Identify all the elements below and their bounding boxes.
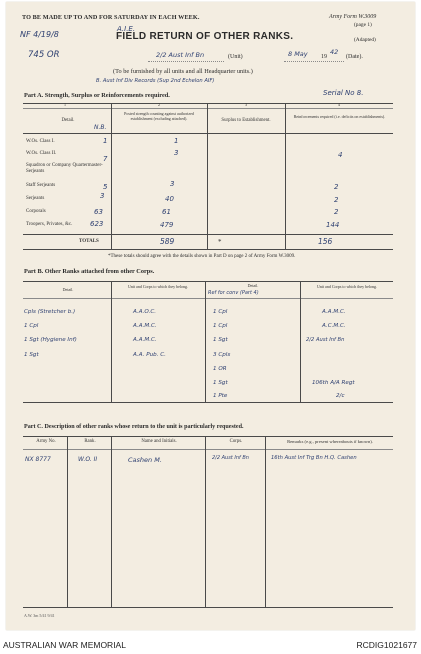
row-cqms-reinforcements: 4 [338, 151, 343, 159]
part-b-left-corps-2: A.A.M.C. [133, 323, 157, 329]
part-a-title: Part A. Strength, Surplus or Reinforcements required. [24, 92, 170, 99]
part-a-header-rule [23, 133, 393, 134]
part-c-remarks-1: 16th Aust Inf Trg Bn H.Q. Cashen [271, 455, 357, 461]
row-sgt-establishment: 3 [100, 192, 105, 200]
part-b-bottom-rule [23, 402, 393, 403]
totals-label: TOTALS [79, 239, 99, 244]
row-wo1-establishment: 1 [103, 137, 108, 145]
part-a-col-divider-2 [207, 103, 208, 249]
totals-posted: 589 [160, 237, 175, 246]
part-b-right-detail-3: 1 Sgt [213, 337, 228, 343]
part-c-header-remarks: Remarks (e.g., present whereabouts if known). [287, 439, 373, 444]
archive-footer [0, 636, 421, 654]
part-c-army-no-1: NX 8777 [25, 456, 51, 463]
part-c-col-divider-3 [205, 436, 206, 607]
handwritten-initials: A.I.E. [117, 25, 136, 33]
archive-name: AUSTRALIAN WAR MEMORIAL [3, 640, 126, 650]
part-b-top-rule [23, 281, 393, 282]
part-b-left-corps-4: A.A. Pub. C. [133, 352, 166, 358]
unit-underline [148, 61, 224, 62]
part-b-right-corps-1: A.A.M.C. [322, 309, 346, 315]
handwritten-ref-top: NF 4/19/8 [20, 30, 59, 39]
row-staff-sgt-establishment: 5 [103, 183, 108, 191]
archive-id: RCDIG1021677 [356, 640, 417, 650]
part-c-header-corps: Corps. [229, 439, 243, 444]
year-prefix: 19 [321, 54, 327, 60]
part-b-right-detail-5: 1 OR [213, 366, 227, 372]
part-b-right-detail-1: 1 Cpl [213, 309, 228, 315]
part-a-body-rule [23, 234, 393, 235]
handwritten-serial: Serial No 8. [323, 89, 364, 97]
part-b-left-corps-1: A.A.O.C. [133, 309, 157, 315]
part-c-title: Part C. Description of other ranks whose return to the unit is particularly requested. [24, 424, 244, 430]
part-b-right-detail-4: 3 Cpls [213, 352, 231, 358]
row-cpl-reinforcements: 2 [334, 208, 339, 216]
form-notice: TO BE MADE UP TO AND FOR SATURDAY IN EACH WEEK. [22, 14, 200, 21]
part-b-title: Part B. Other Ranks attached from other Corps. [24, 268, 155, 275]
row-wo1-posted: 1 [174, 137, 179, 145]
part-a-header-reinforcements: Reinforcements required (i.e. deficits on establishments). [293, 114, 386, 119]
part-c-corps-1: 2/2 Aust Inf Bn [212, 455, 249, 461]
part-b-right-corps-2: A.C.M.C. [322, 323, 346, 329]
part-b-right-detail-7: 1 Pte [213, 393, 228, 399]
part-c-header-name: Name and Initials. [141, 439, 177, 444]
army-form-number: Army Form W.3009 [329, 14, 377, 20]
part-a-colnum-1: 1 [64, 102, 66, 107]
part-b-right-corps-3: 2/2 Aust Inf Bn [306, 337, 345, 343]
part-b-col-divider-3 [300, 281, 301, 402]
part-a-colnum-3: 3 [245, 102, 247, 107]
part-a-colnum-2: 2 [158, 102, 160, 107]
totals-reinforcements: 156 [318, 237, 333, 246]
row-pte-reinforcements: 144 [326, 221, 340, 229]
unit-label: (Unit) [228, 54, 243, 60]
handwritten-date-day: 8 May [288, 50, 308, 58]
row-label-pte: Troopers, Privates, &c. [26, 222, 73, 227]
row-cpl-posted: 61 [162, 208, 171, 216]
totals-surplus: * [218, 238, 222, 246]
handwritten-ref-number: 745 OR [28, 50, 60, 60]
part-a-col-divider-1 [111, 103, 112, 249]
part-b-right-detail-2: 1 Cpl [213, 323, 228, 329]
form-title: FIELD RETURN OF OTHER RANKS. [116, 31, 294, 42]
row-cpl-establishment: 63 [94, 208, 103, 216]
part-b-right-detail-note: Ref for conv (Part 4) [208, 290, 259, 296]
date-label: (Date). [346, 54, 363, 60]
handwritten-unit: 2/2 Aust Inf Bn [156, 51, 205, 59]
part-c-col-divider-2 [111, 436, 112, 607]
row-wo2-posted: 3 [174, 149, 179, 157]
form-page: (page 1) [354, 22, 372, 28]
row-label-staff-sgt: Staff Serjeants [26, 183, 56, 188]
part-a-footnote: *These totals should agree with the details shown in Part D on page 2 of Army Form W.3009. [108, 254, 296, 259]
part-a-header-posted: Posted strength counting against authorized establishment (excluding attached). [124, 111, 194, 121]
part-b-header-corps-right: Unit and Corps to which they belong. [316, 284, 378, 289]
part-a-col-divider-3 [285, 103, 286, 249]
handwritten-subline: B. Aust Inf Div Records (Sup 2nd Echelon AIF) [96, 78, 215, 84]
part-b-left-detail-2: 1 Cpl [24, 323, 39, 329]
part-b-left-detail-1: Cpls (Stretcher b.) [24, 309, 76, 315]
part-a-colnum-rule [23, 108, 393, 109]
row-label-wo1: W.Os. Class I. [26, 139, 55, 144]
row-cqms-establishment: 7 [103, 155, 108, 163]
part-c-header-rule [23, 449, 393, 450]
part-c-header-rank: Rank. [84, 439, 96, 444]
part-b-right-corps-6: 106th A/A Regt [312, 380, 355, 386]
row-label-cqms: Squadron or Company Quartermaster-Serjeants [26, 163, 103, 174]
form-adapted: (Adapted) [354, 37, 376, 43]
furnished-note: (To be furnished by all units and all Headquarter units.) [113, 68, 253, 75]
part-a-detail-note: N.B. [94, 124, 107, 131]
row-label-wo2: W.Os. Class II. [26, 151, 57, 156]
row-sgt-posted: 40 [165, 195, 174, 203]
part-b-right-corps-7: 2/c [336, 393, 345, 399]
part-b-header-rule [23, 298, 393, 299]
part-b-left-detail-4: 1 Sgt [24, 352, 39, 358]
part-a-header-surplus: Surplus to Establishment. [221, 118, 271, 123]
print-code: A.W. 3m 5/41 9/41 [24, 613, 55, 618]
part-b-right-detail-6: 1 Sgt [213, 380, 228, 386]
part-c-name-1: Cashen M. [128, 456, 162, 464]
row-staff-sgt-reinforcements: 2 [334, 183, 339, 191]
row-pte-establishment: 623 [90, 220, 104, 228]
row-sgt-reinforcements: 2 [334, 196, 339, 204]
row-label-cpl: Corporals [26, 209, 46, 214]
part-b-header-corps-left: Unit and Corps to which they belong. [127, 284, 189, 289]
part-b-left-corps-3: A.A.M.C. [133, 337, 157, 343]
handwritten-date-year: 42 [330, 48, 339, 56]
part-c-bottom-rule [23, 607, 393, 608]
row-pte-posted: 479 [160, 221, 174, 229]
part-b-col-divider-1 [111, 281, 112, 402]
row-label-sgt: Serjeants [26, 196, 45, 201]
part-a-colnum-4: 4 [338, 102, 340, 107]
part-a-bottom-rule [23, 249, 393, 250]
part-b-header-detail-right: Detail. [247, 283, 259, 288]
row-staff-sgt-posted: 3 [170, 180, 175, 188]
part-c-rank-1: W.O. II [78, 456, 98, 463]
part-c-header-army-no: Army No. [36, 439, 56, 444]
part-c-col-divider-4 [265, 436, 266, 607]
part-b-header-detail-left: Detail. [62, 287, 74, 292]
date-underline [284, 61, 344, 62]
part-b-col-divider-2 [205, 281, 206, 402]
part-c-top-rule [23, 436, 393, 437]
part-c-col-divider-1 [67, 436, 68, 607]
part-a-header-detail: Detail. [61, 118, 75, 123]
part-b-left-detail-3: 1 Sgt (Hygiene Inf) [24, 337, 77, 343]
